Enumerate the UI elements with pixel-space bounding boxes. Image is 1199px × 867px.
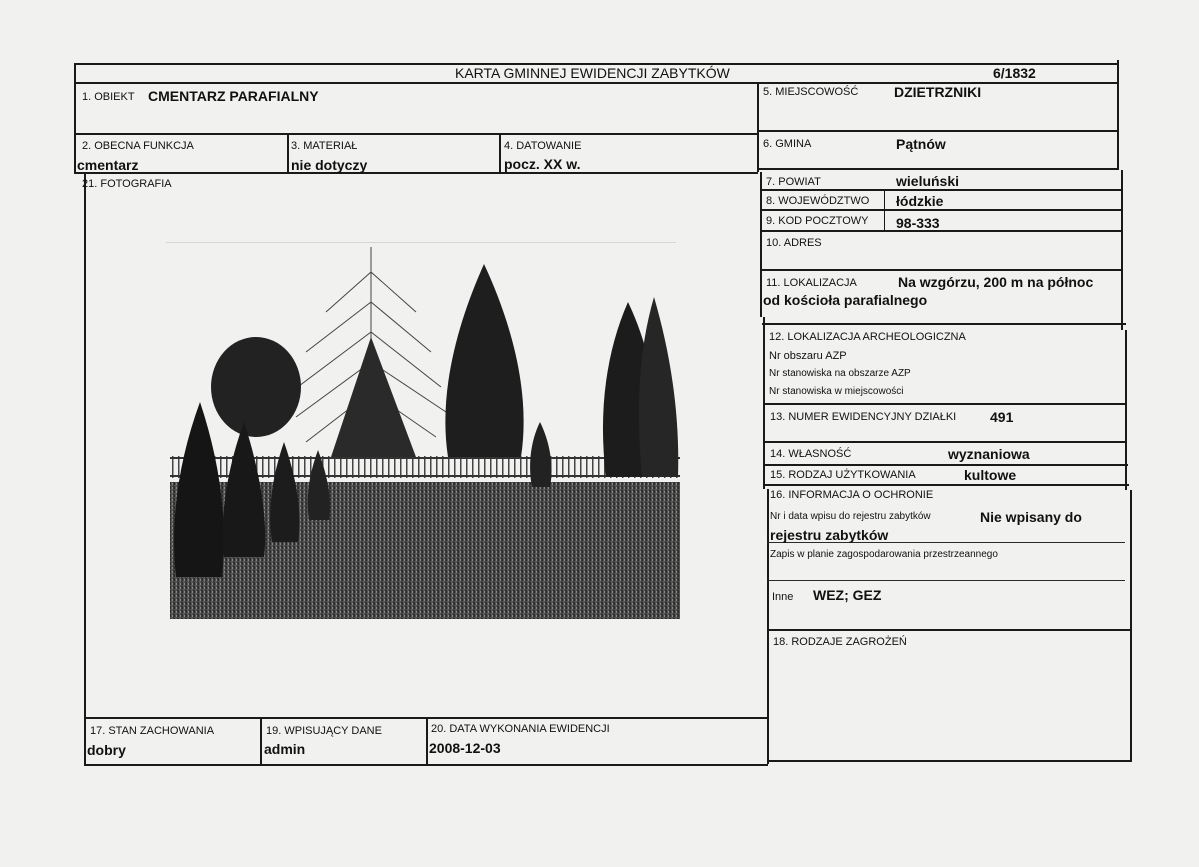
card-number: 6/1832 <box>993 65 1036 81</box>
kod-value: 98-333 <box>896 215 940 231</box>
powiat-label: 7. POWIAT <box>766 176 821 188</box>
card-title: KARTA GMINNEJ EWIDENCJI ZABYTKÓW <box>455 65 730 81</box>
ochrona-plan-label: Zapis w planie zagospodarowania przestrzeannego <box>770 549 998 560</box>
archeo-stan-azp: Nr stanowiska na obszarze AZP <box>769 368 911 379</box>
cemetery-photo-image <box>166 242 682 622</box>
datowanie-label: 4. DATOWANIE <box>504 140 582 152</box>
ochrona-rejestr-value-line1: Nie wpisany do <box>980 509 1082 525</box>
funkcja-value: cmentarz <box>77 157 139 173</box>
uzytkowanie-value: kultowe <box>964 467 1017 483</box>
adres-label: 10. ADRES <box>766 237 822 249</box>
material-value: nie dotyczy <box>291 157 368 173</box>
stan-value: dobry <box>87 742 126 758</box>
wlasnosc-label: 14. WŁASNOŚĆ <box>770 448 852 460</box>
dzialka-label: 13. NUMER EWIDENCYJNY DZIAŁKI <box>770 411 957 423</box>
ochrona-rejestr-value-line2: rejestru zabytków <box>770 527 889 543</box>
kod-label: 9. KOD POCZTOWY <box>766 215 869 227</box>
wpisujacy-label: 19. WPISUJĄCY DANE <box>266 725 382 737</box>
dzialka-value: 491 <box>990 409 1014 425</box>
data-label: 20. DATA WYKONANIA EWIDENCJI <box>431 723 610 735</box>
obiekt-value: CMENTARZ PARAFIALNY <box>148 88 319 104</box>
ochrona-inne-label: Inne <box>772 591 794 603</box>
lokalizacja-label: 11. LOKALIZACJA <box>766 277 857 289</box>
archeo-stan-miejsc: Nr stanowiska w miejscowości <box>769 386 904 397</box>
uzytkowanie-label: 15. RODZAJ UŻYTKOWANIA <box>770 469 916 481</box>
ochrona-rejestr-label: Nr i data wpisu do rejestru zabytków <box>770 511 931 522</box>
miejscowosc-label: 5. MIEJSCOWOŚĆ <box>763 86 859 98</box>
powiat-value: wieluński <box>896 173 960 189</box>
gmina-label: 6. GMINA <box>763 138 812 150</box>
material-label: 3. MATERIAŁ <box>291 140 358 152</box>
fotografia-label: 21. FOTOGRAFIA <box>82 178 172 190</box>
cemetery-photo <box>166 242 682 622</box>
ochrona-inne-value: WEZ; GEZ <box>813 587 882 603</box>
obiekt-label: 1. OBIEKT <box>82 91 135 103</box>
zagrozenia-label: 18. RODZAJE ZAGROŻEŃ <box>773 636 907 648</box>
funkcja-label: 2. OBECNA FUNKCJA <box>82 140 194 152</box>
gmina-value: Pątnów <box>896 136 946 152</box>
miejscowosc-value: DZIETRZNIKI <box>894 84 982 100</box>
lokalizacja-value-line2: od kościoła parafialnego <box>763 292 928 308</box>
archeo-azp: Nr obszaru AZP <box>769 350 847 362</box>
wpisujacy-value: admin <box>264 741 306 757</box>
lokalizacja-value-line1: Na wzgórzu, 200 m na północ <box>898 274 1094 290</box>
wojewodztwo-label: 8. WOJEWÓDZTWO <box>766 195 870 207</box>
archeo-label: 12. LOKALIZACJA ARCHEOLOGICZNA <box>769 331 966 343</box>
ochrona-label: 16. INFORMACJA O OCHRONIE <box>770 489 934 501</box>
stan-label: 17. STAN ZACHOWANIA <box>90 725 215 737</box>
wojewodztwo-value: łódzkie <box>896 193 944 209</box>
data-value: 2008-12-03 <box>429 740 501 756</box>
wlasnosc-value: wyznaniowa <box>948 446 1030 462</box>
datowanie-value: pocz. XX w. <box>504 156 581 172</box>
